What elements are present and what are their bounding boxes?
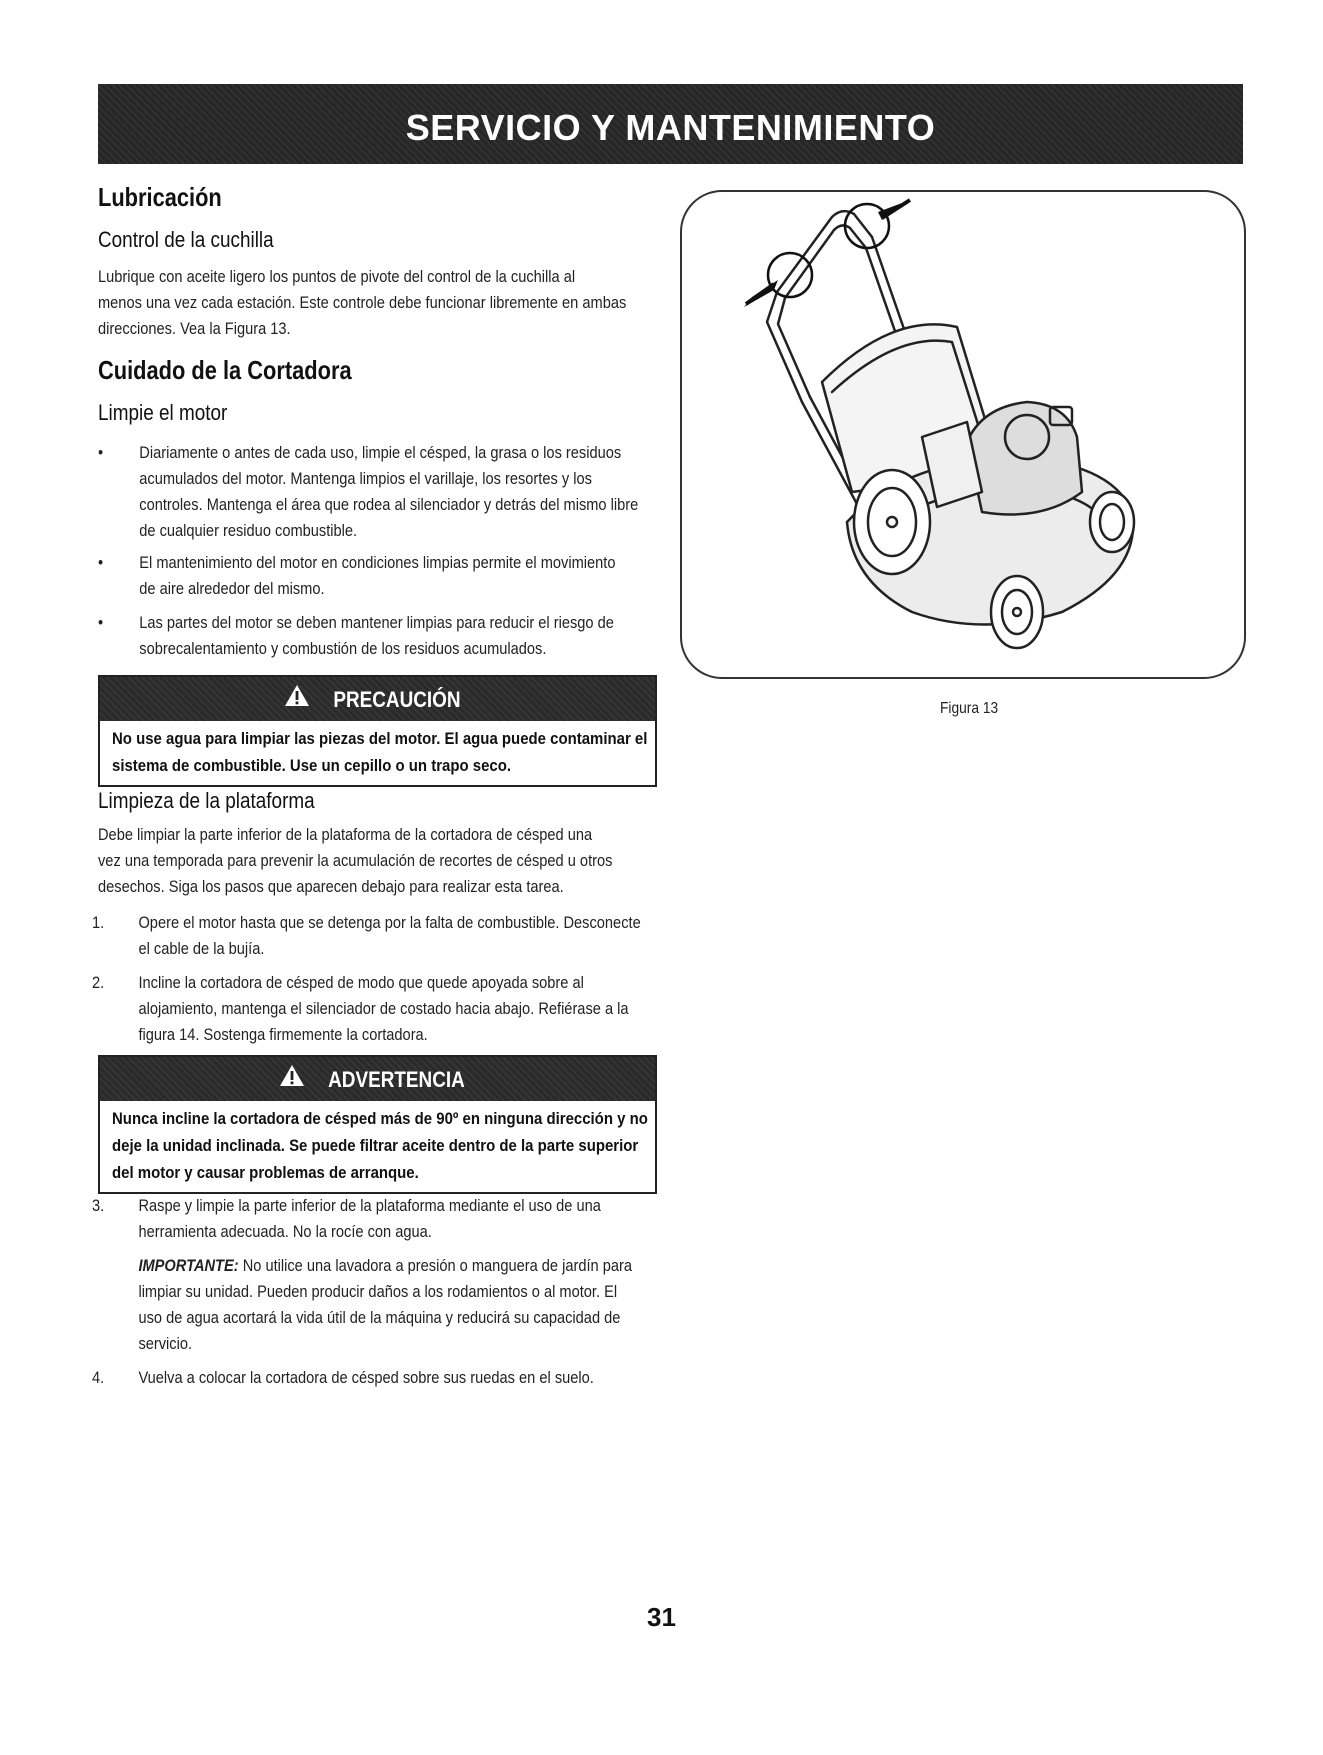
heading-deck-cleaning: Limpieza de la plataforma	[98, 788, 315, 813]
step-number: 3.	[92, 1196, 105, 1215]
heading-clean-engine: Limpie el motor	[98, 400, 228, 425]
warning-box	[98, 1055, 657, 1194]
caution-header	[100, 677, 655, 721]
heading-mower-care: Cuidado de la Cortadora	[98, 355, 352, 385]
text-line: vez una temporada para prevenir la acumulación de recortes de césped u otros	[98, 851, 613, 870]
text-line: Nunca incline la cortadora de césped más de 90º en ninguna dirección y no	[112, 1109, 648, 1128]
bullet-dot: •	[98, 443, 104, 462]
list-item	[92, 1193, 651, 1245]
text-line: el cable de la bujía.	[138, 939, 265, 958]
text-line: sistema de combustible. Use un cepillo o un trapo seco.	[112, 756, 512, 775]
text-line: servicio.	[138, 1334, 193, 1353]
blade-control-paragraph	[98, 264, 631, 342]
page-number: 31	[647, 1602, 676, 1632]
text-line: uso de agua acortará la vida útil de la máquina y reducirá su capacidad de	[138, 1308, 621, 1327]
text-line: Vuelva a colocar la cortadora de césped sobre sus ruedas en el suelo.	[138, 1368, 594, 1387]
step-number: 1.	[92, 913, 105, 932]
important-label: IMPORTANTE:	[138, 1256, 239, 1275]
figure-frame	[680, 190, 1246, 679]
list-item	[98, 440, 657, 544]
text-line: limpiar su unidad. Pueden producir daños a los rodamientos o al motor. El	[138, 1282, 618, 1301]
warning-header	[100, 1057, 655, 1101]
text-line: deje la unidad inclinada. Se puede filtrar aceite dentro de la parte superior	[112, 1136, 639, 1155]
text-line: No use agua para limpiar las piezas del motor. El agua puede contaminar el	[112, 729, 648, 748]
list-item	[98, 610, 657, 662]
bullet-dot: •	[98, 553, 104, 572]
warning-triangle-icon	[279, 1058, 305, 1102]
text-line: Lubrique con aceite ligero los puntos de pivote del control de la cuchilla al	[98, 267, 576, 286]
text-line: figura 14. Sostenga firmemente la cortadora.	[138, 1025, 428, 1044]
important-note	[92, 1253, 651, 1357]
text-line: sobrecalentamiento y combustión de los residuos acumulados.	[139, 639, 547, 658]
text-line: controles. Mantenga el área que rodea al silenciador y detrás del mismo libre	[139, 495, 639, 514]
text-line: Debe limpiar la parte inferior de la plataforma de la cortadora de césped una	[98, 825, 593, 844]
text-line: de aire alrededor del mismo.	[139, 579, 325, 598]
text-line	[138, 1253, 651, 1279]
text-line: menos una vez cada estación. Este controle debe funcionar libremente en ambas	[98, 293, 627, 312]
caution-text	[100, 721, 655, 785]
lawn-mower-illustration-icon	[682, 192, 1244, 677]
text-line: alojamiento, mantenga el silenciador de costado hacia abajo. Refiérase a la	[138, 999, 629, 1018]
list-item	[98, 550, 657, 602]
deck-cleaning-intro	[98, 822, 631, 900]
heading-lubrication: Lubricación	[98, 182, 222, 212]
figure-caption: Figura 13	[940, 700, 999, 717]
warning-triangle-icon	[284, 678, 310, 722]
text-line: acumulados del motor. Mantenga limpios el varillaje, los resortes y los	[139, 469, 592, 488]
list-item	[92, 970, 651, 1048]
list-item	[92, 1365, 651, 1391]
caution-box	[98, 675, 657, 787]
heading-blade-control: Control de la cuchilla	[98, 227, 274, 252]
list-item	[92, 910, 651, 962]
text-line: Incline la cortadora de césped de modo que quede apoyada sobre al	[138, 973, 584, 992]
step-number: 2.	[92, 973, 105, 992]
bullet-dot: •	[98, 613, 104, 632]
text-line: Las partes del motor se deben mantener limpias para reducir el riesgo de	[139, 613, 614, 632]
text-line: direcciones. Vea la Figura 13.	[98, 319, 291, 338]
text-line: del motor y causar problemas de arranque.	[112, 1163, 419, 1182]
text-line: Diariamente o antes de cada uso, limpie el césped, la grasa o los residuos	[139, 443, 622, 462]
text-line: Opere el motor hasta que se detenga por la falta de combustible. Desconecte	[138, 913, 641, 932]
text-line: El mantenimiento del motor en condiciones limpias permite el movimiento	[139, 553, 616, 572]
text-line: Raspe y limpie la parte inferior de la plataforma mediante el uso de una	[138, 1196, 601, 1215]
section-header-band	[98, 84, 1243, 164]
section-title: SERVICIO Y MANTENIMIENTO	[405, 107, 936, 148]
text-line: herramienta adecuada. No la rocíe con agua.	[138, 1222, 432, 1241]
warning-text	[100, 1101, 655, 1192]
text-line: desechos. Siga los pasos que aparecen debajo para realizar esta tarea.	[98, 877, 564, 896]
text-line: de cualquier residuo combustible.	[139, 521, 358, 540]
caution-title: PRECAUCIÓN	[332, 687, 461, 713]
step-number: 4.	[92, 1368, 105, 1387]
important-text: No utilice una lavadora a presión o manguera de jardín para	[242, 1256, 632, 1275]
warning-title: ADVERTENCIA	[328, 1067, 465, 1093]
